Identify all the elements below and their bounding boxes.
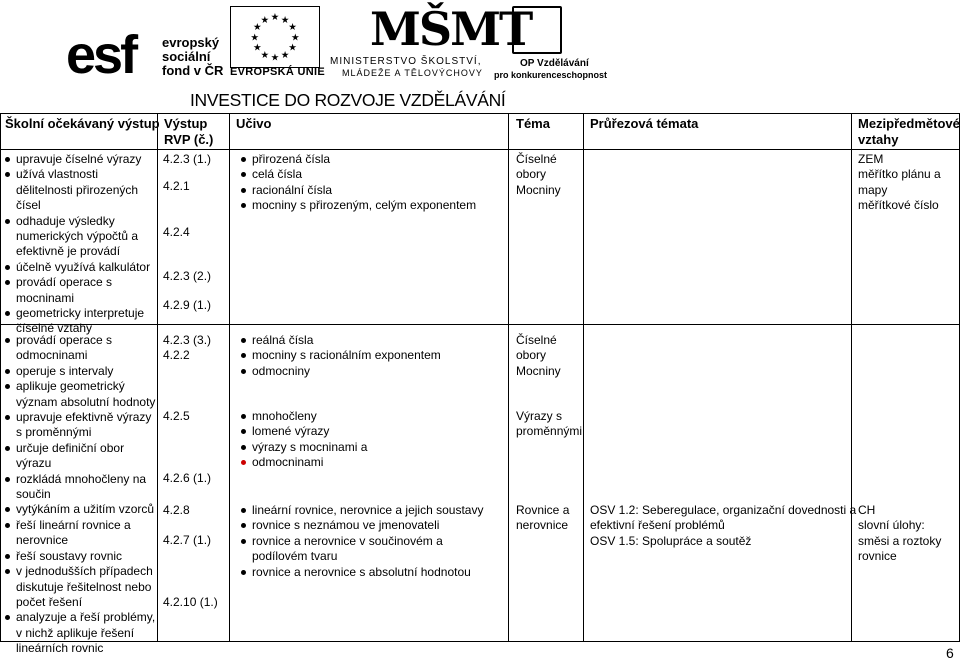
- row2-prurezova: OSV 1.2: Seberegulace, organizační dovednosti a efektivní řešení problémů OSV 1.5: Spolupráce a soutěž: [590, 503, 857, 548]
- list-item: řeší lineární rovnice a nerovnice: [2, 518, 156, 549]
- star-icon: ★: [288, 22, 297, 34]
- row1-mezipredmetove: ZEM měřítko plánu a mapy měřítkové číslo: [858, 152, 941, 213]
- list-item: upravuje číselné výrazy: [2, 152, 156, 167]
- list-item: rovnice s neznámou ve jmenovateli: [238, 518, 498, 533]
- header-prurezova: Průřezová témata: [590, 116, 699, 131]
- list-item: rovnice a nerovnice v součinovém a podílovém tvaru: [238, 534, 498, 565]
- list-item: rovnice a nerovnice s absolutní hodnotou: [238, 565, 498, 580]
- star-icon: ★: [288, 42, 297, 54]
- header-ucivo: Učivo: [236, 116, 272, 131]
- list-item: provádí operace s odmocninami: [2, 333, 156, 364]
- investice-slogan: INVESTICE DO ROZVOJE VZDĚLÁVÁNÍ: [190, 90, 506, 110]
- msmt-logo: MŠMT MINISTERSTVO ŠKOLSTVÍ, MLÁDEŽE A TĚLOVÝCHOVY: [330, 2, 532, 78]
- list-item: mocniny s přirozeným, celým exponentem: [238, 198, 506, 213]
- list-item: výrazy s mocninami a: [238, 440, 506, 455]
- esf-text: evropský sociální fond v ČR: [162, 35, 224, 78]
- star-icon: ★: [270, 12, 280, 24]
- list-item: mnohočleny: [238, 409, 506, 424]
- list-item: vytýkáním a užitím vzorců: [2, 502, 156, 517]
- list-item: celá čísla: [238, 167, 506, 182]
- row1-tema: Číselné obory Mocniny: [516, 152, 561, 197]
- star-icon: ★: [290, 32, 300, 44]
- list-item: aplikuje geometrický význam absolutní hodnoty: [2, 379, 156, 410]
- eu-flag-icon: [230, 6, 320, 68]
- list-item: odhaduje výsledky numerických výpočtů a efektivně je provádí: [2, 214, 156, 260]
- star-icon: ★: [253, 22, 262, 34]
- header-mezipredmetove: Mezipředmětové vztahy: [858, 116, 960, 147]
- page-number: 6: [946, 645, 954, 661]
- msmt-letters: MŠMT: [370, 2, 532, 56]
- list-item: odmocninami: [238, 455, 506, 470]
- list-item: racionální čísla: [238, 183, 506, 198]
- list-item: upravuje efektivně výrazy s proměnnými: [2, 410, 156, 441]
- star-icon: ★: [260, 14, 270, 26]
- header-tema: Téma: [516, 116, 550, 131]
- op-logo: OP Vzdělávání pro konkurenceschopnost: [494, 6, 594, 80]
- esf-letters: esf: [66, 25, 136, 85]
- header-rvp: Výstup RVP (č.): [164, 116, 214, 147]
- list-item: účelně využívá kalkulátor: [2, 260, 156, 275]
- list-item: geometricky interpretuje číselné vztahy: [2, 306, 156, 337]
- star-icon: ★: [253, 42, 262, 54]
- row2-vystupy: [2, 333, 156, 657]
- list-item: v jednodušších případech diskutuje řešitelnost nebo počet řešení: [2, 564, 156, 610]
- list-item: odmocniny: [238, 364, 506, 379]
- star-icon: ★: [270, 52, 280, 64]
- list-item: analyzuje a řeší problémy, v nichž aplikuje řešení lineárních rovnic: [2, 610, 156, 656]
- list-item: mocniny s racionálním exponentem: [238, 348, 506, 363]
- logo-banner: [0, 0, 960, 112]
- list-item: provádí operace s mocninami: [2, 275, 156, 306]
- list-item: lomené výrazy: [238, 424, 506, 439]
- star-icon: ★: [280, 14, 290, 26]
- star-icon: ★: [250, 32, 260, 44]
- list-item: reálná čísla: [238, 333, 506, 348]
- list-item: operuje s intervaly: [2, 364, 156, 379]
- op-emblem-icon: [512, 6, 562, 54]
- header-vystup: Školní očekávaný výstup: [5, 116, 160, 131]
- list-item: užívá vlastnosti dělitelnosti přirozených čísel: [2, 167, 156, 213]
- row2-mezipredmetove: CH slovní úlohy: směsi a roztoky rovnice: [858, 503, 942, 564]
- esf-logo: [66, 25, 224, 85]
- list-item: přirozená čísla: [238, 152, 506, 167]
- eu-label: EVROPSKÁ UNIE: [230, 66, 325, 78]
- row1-vystupy: [2, 152, 156, 337]
- list-item: určuje definiční obor výrazu: [2, 441, 156, 472]
- list-item: rozkládá mnohočleny na součin: [2, 472, 156, 503]
- star-icon: ★: [260, 49, 270, 61]
- table-header: [0, 113, 960, 150]
- list-item: řeší soustavy rovnic: [2, 549, 156, 564]
- star-icon: ★: [280, 49, 290, 61]
- list-item: lineární rovnice, nerovnice a jejich soustavy: [238, 503, 498, 518]
- row1-ucivo: [238, 152, 506, 214]
